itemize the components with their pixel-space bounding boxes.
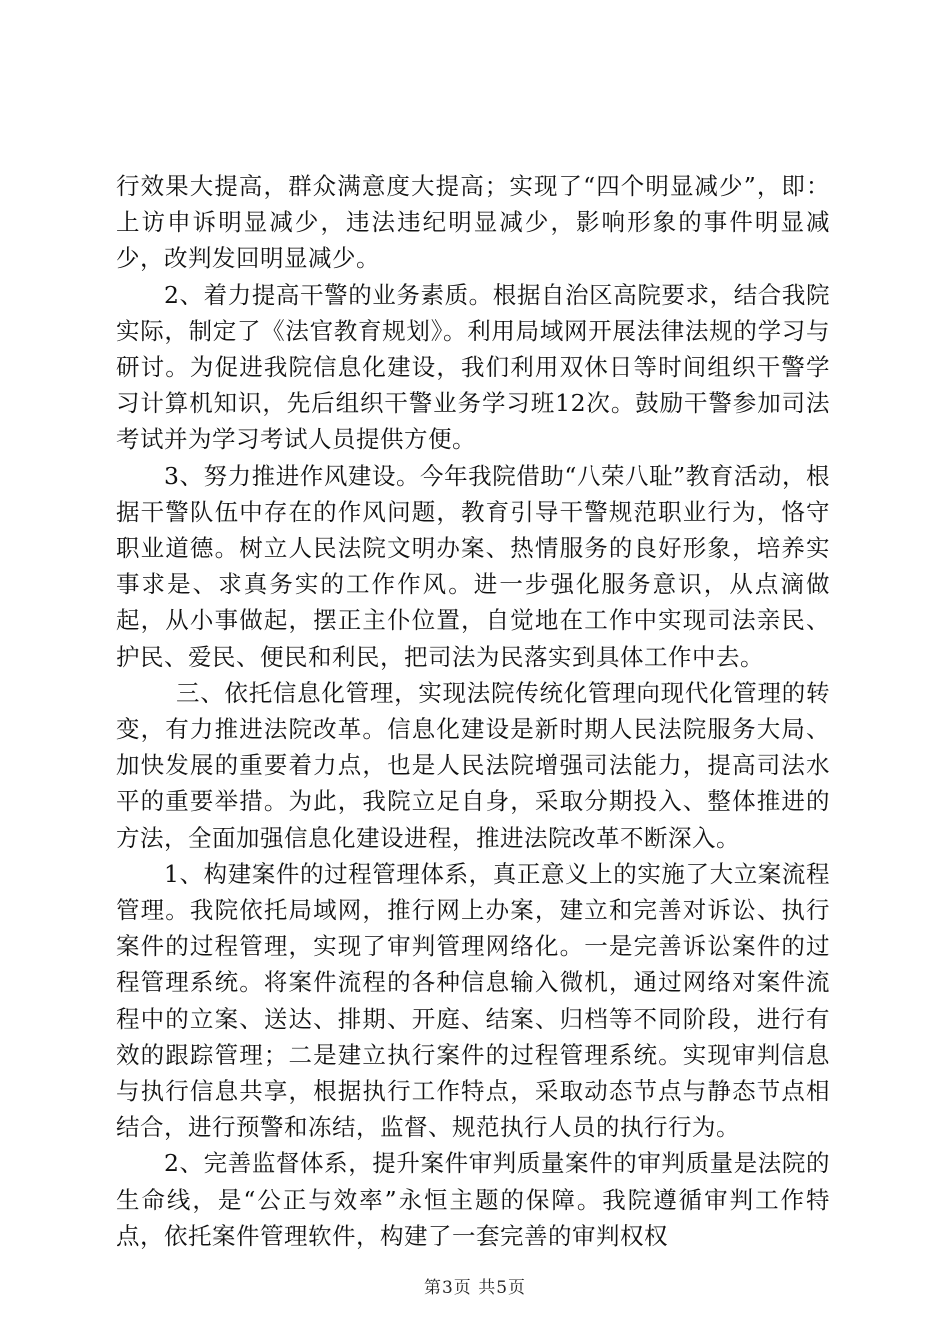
page-number-footer: 第3页 共5页 (423, 1278, 527, 1298)
document-body (116, 168, 830, 1254)
paragraph-supervision: 2、完善监督体系，提升案件审判质量案件的审判质量是法院的生命线，是“公正与效率”永恒主题的保障。我院遵循审判工作特点，依托案件管理软件，构建了一套完善的审判权权 (116, 1149, 830, 1250)
paragraph-business-quality: 2、着力提高干警的业务素质。根据自治区高院要求，结合我院实际，制定了《法官教育规划》。利用局域网开展法律法规的学习与研讨。为促进我院信息化建设，我们利用双休日等时间组织干警学习计算机知识，先后组织干警业务学习班12次。鼓励干警参加司法考试并为学习考试人员提供方便。 (116, 280, 830, 454)
paragraph-section-three: 三、依托信息化管理，实现法院传统化管理向现代化管理的转变，有力推进法院改革。信息化建设是新时期人民法院服务大局、加快发展的重要着力点，也是人民法院增强司法能力，提高司法水平的重要举措。为此，我院立足自身，采取分期投入、整体推进的方法，全面加强信息化建设进程，推进法院改革不断深入。 (116, 678, 830, 852)
paragraph-case-process: 1、构建案件的过程管理体系，真正意义上的实施了大立案流程管理。我院依托局域网，推行网上办案，建立和完善对诉讼、执行案件的过程管理，实现了审判管理网络化。一是完善诉讼案件的过程管理系统。将案件流程的各种信息输入微机，通过网络对案件流程中的立案、送达、排期、开庭、结案、归档等不同阶段，进行有效的跟踪管理；二是建立执行案件的过程管理系统。实现审判信息与执行信息共享，根据执行工作特点，采取动态节点与静态节点相结合，进行预警和冻结，监督、规范执行人员的执行行为。 (116, 859, 830, 1142)
paragraph-work-style: 3、努力推进作风建设。今年我院借助“八荣八耻”教育活动，根据干警队伍中存在的作风问题，教育引导干警规范职业行为，恪守职业道德。树立人民法院文明办案、热情服务的良好形象，培养实事求是、求真务实的工作作风。进一步强化服务意识，从点滴做起，从小事做起，摆正主仆位置，自觉地在工作中实现司法亲民、护民、爱民、便民和利民，把司法为民落实到具体工作中去。 (116, 461, 830, 671)
paragraph-continuation: 行效果大提高，群众满意度大提高；实现了“四个明显减少”，即：上访申诉明显减少，违法违纪明显减少，影响形象的事件明显减少，改判发回明显减少。 (116, 172, 830, 273)
